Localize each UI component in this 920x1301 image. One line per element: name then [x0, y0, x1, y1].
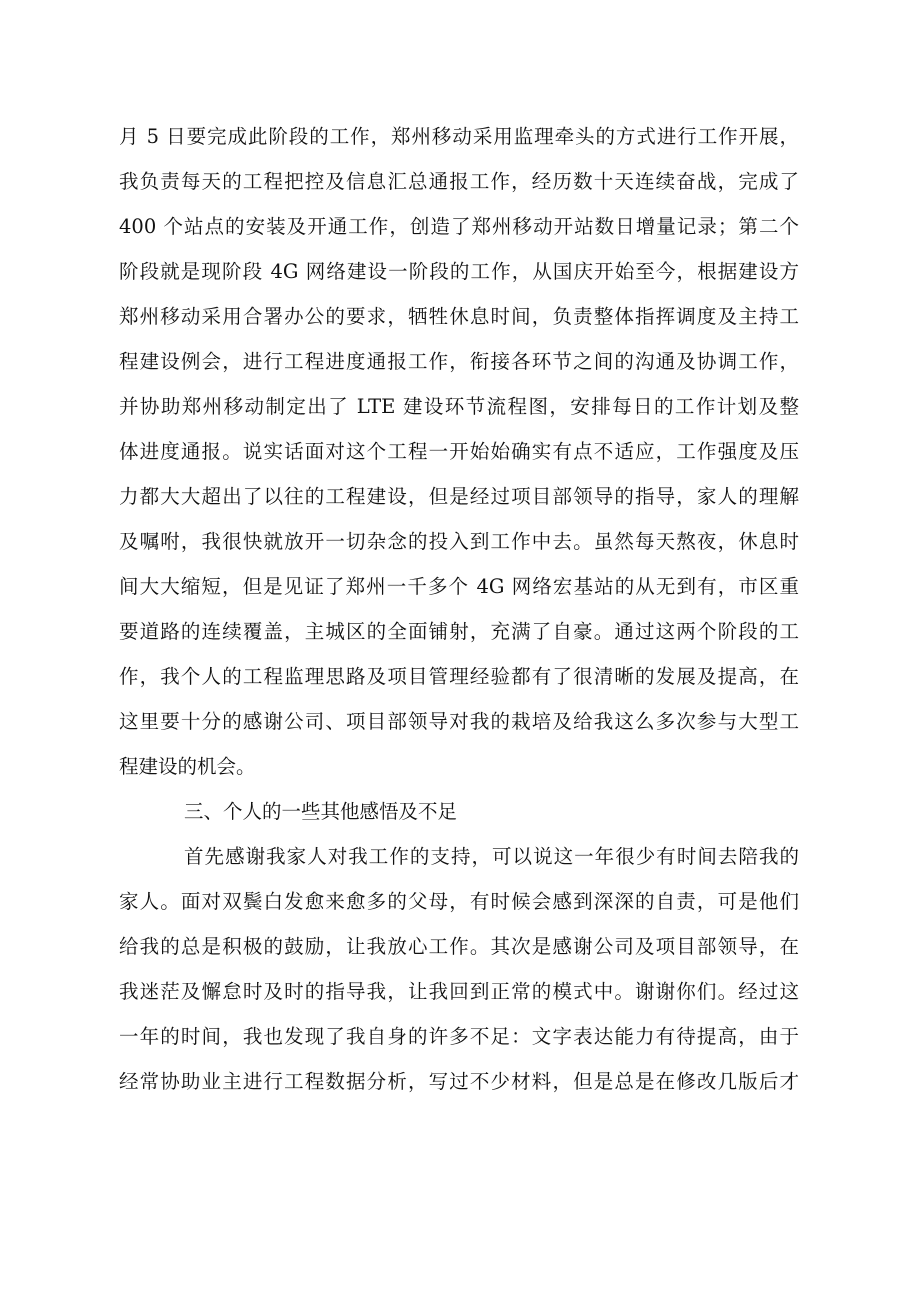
paragraph-1-line-9: 力都大大超出了以往的工程建设，但是经过项目部领导的指导，家人的理解	[119, 485, 799, 508]
paragraph-1-line-4: 阶段就是现阶段 4G 网络建设一阶段的工作，从国庆开始至今，根据建设方	[119, 260, 799, 283]
paragraph-2-line-3: 给我的总是积极的鼓励，让我放心工作。其次是感谢公司及项目部领导，在	[119, 935, 799, 958]
paragraph-1-line-11: 间大大缩短，但是见证了郑州一千多个 4G 网络宏基站的从无到有，市区重	[119, 575, 799, 598]
paragraph-2-line-5: 一年的时间，我也发现了我自身的许多不足：文字表达能力有待提高，由于	[119, 1025, 799, 1048]
paragraph-2-line-2: 家人。面对双鬓白发愈来愈多的父母，有时候会感到深深的自责，可是他们	[119, 890, 799, 913]
paragraph-1-line-7: 并协助郑州移动制定出了 LTE 建设环节流程图，安排每日的工作计划及整	[119, 395, 799, 418]
paragraph-2-line-1: 首先感谢我家人对我工作的支持，可以说这一年很少有时间去陪我的	[184, 845, 799, 868]
paragraph-1-line-15: 程建设的机会。	[119, 755, 256, 778]
paragraph-1-line-2: 我负责每天的工程把控及信息汇总通报工作，经历数十天连续奋战，完成了	[119, 170, 799, 193]
paragraph-1-line-3: 400 个站点的安装及开通工作，创造了郑州移动开站数日增量记录；第二个	[119, 215, 799, 238]
section-heading: 三、个人的一些其他感悟及不足	[184, 800, 458, 823]
paragraph-1-line-13: 作，我个人的工程监理思路及项目管理经验都有了很清晰的发展及提高，在	[119, 665, 799, 688]
paragraph-1-line-1: 月 5 日要完成此阶段的工作，郑州移动采用监理牵头的方式进行工作开展，	[119, 125, 799, 148]
paragraph-2-line-6: 经常协助业主进行工程数据分析，写过不少材料，但是总是在修改几版后才	[119, 1070, 799, 1093]
paragraph-2-line-4: 我迷茫及懈怠时及时的指导我，让我回到正常的模式中。谢谢你们。经过这	[119, 980, 799, 1003]
paragraph-1-line-12: 要道路的连续覆盖，主城区的全面铺射，充满了自豪。通过这两个阶段的工	[119, 620, 799, 643]
paragraph-1-line-8: 体进度通报。说实话面对这个工程一开始始确实有点不适应，工作强度及压	[119, 440, 799, 463]
paragraph-1-line-5: 郑州移动采用合署办公的要求，牺牲休息时间，负责整体指挥调度及主持工	[119, 305, 799, 328]
paragraph-1-line-6: 程建设例会，进行工程进度通报工作，衔接各环节之间的沟通及协调工作，	[119, 350, 799, 373]
paragraph-1-line-14: 这里要十分的感谢公司、项目部领导对我的栽培及给我这么多次参与大型工	[119, 710, 799, 733]
paragraph-1-line-10: 及嘱咐，我很快就放开一切杂念的投入到工作中去。虽然每天熬夜，休息时	[119, 530, 799, 553]
